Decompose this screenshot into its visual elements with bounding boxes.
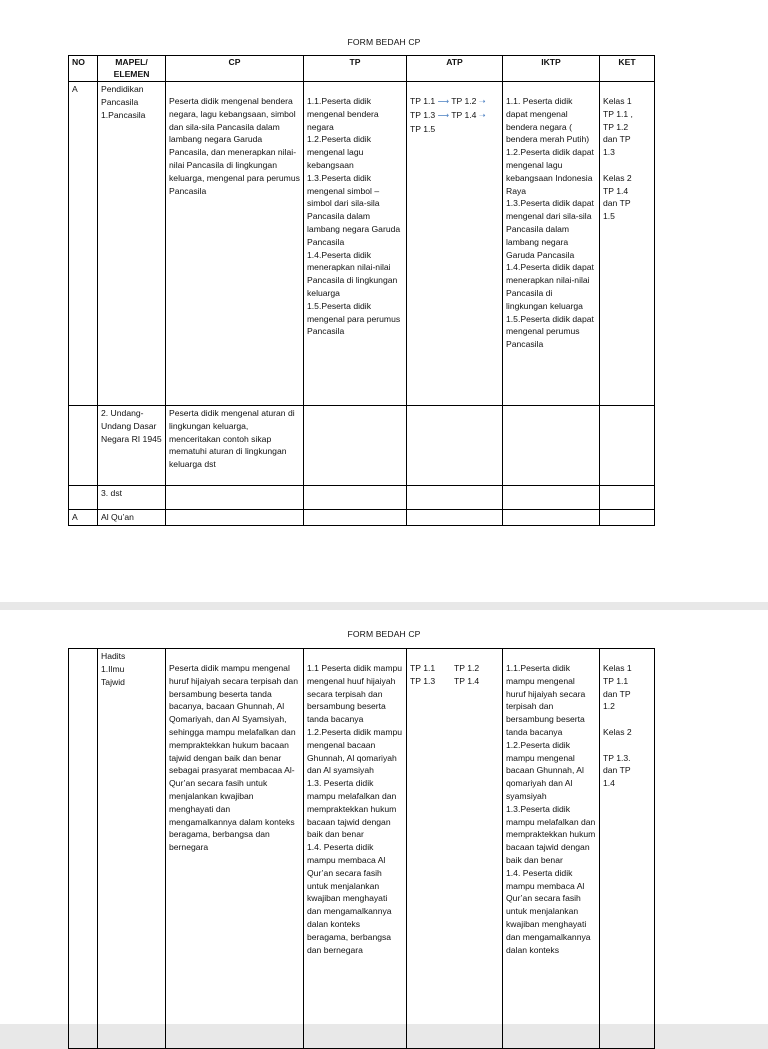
- atp-item: TP 1.3: [410, 109, 436, 120]
- arrow-right-icon: ➝: [478, 110, 486, 120]
- header-no: NO: [69, 56, 98, 82]
- atp-item: TP 1.4: [451, 109, 477, 120]
- table-header-row: [69, 56, 655, 82]
- row-no: A: [69, 510, 98, 526]
- atp-line: [410, 109, 499, 123]
- iktp-item: 1.4. Peserta didik mampu membaca Al Qur’an secara fasih untuk menjalankan kwajiban menghayati dan mengamalkannya dalan konteks: [506, 867, 591, 955]
- iktp-item: 1.1.Peserta didik mampu mengenal huruf hijaiyah secara terpisah dan bersambung beserta tanda bacanya: [506, 663, 586, 737]
- arrow-right-icon: ➝: [478, 97, 486, 106]
- document-page-2: [0, 610, 768, 1024]
- atp-item: TP 1.3: [410, 675, 436, 686]
- tp-item: 1.1.Peserta didik mengenal bendera negara: [307, 96, 379, 132]
- row-no: A: [69, 82, 98, 406]
- atp-line: [410, 123, 499, 136]
- row-iktp: [503, 649, 600, 1049]
- row-cp: Peserta didik mengenal aturan di lingkungan keluarga, menceritakan contoh sikap mematuhi aturan di lingkungan keluarga dst: [166, 406, 304, 486]
- table-row: [69, 649, 655, 1049]
- table-row: [69, 406, 655, 486]
- arrow-right-icon: ⟶: [437, 97, 450, 106]
- row-cp: Peserta didik mengenal bendera negara, lagu kebangsaan, simbol dan sila-sila Pancasila dalam lambang negara Garuda Pancasila, dan menerapkan nilai-nilai Pancasila di lingkungan keluarga, mengenal para perumus Pancasila: [166, 82, 304, 406]
- tp-item: 1.4.Peserta didik menerapkan nilai-nilai Pancasila di lingkungan keluarga: [307, 249, 398, 298]
- atp-item: TP 1.1: [410, 663, 436, 673]
- row-atp: [407, 649, 503, 1049]
- atp-item: TP 1.2: [454, 663, 480, 673]
- header-tp: TP: [304, 56, 407, 82]
- form-title: FORM BEDAH CP: [347, 629, 421, 639]
- row-mapel: Hadits 1.Ilmu Tajwid: [98, 649, 166, 1049]
- row-mapel: 3. dst: [98, 486, 166, 510]
- iktp-item: 1.3.Peserta didik mampu melafalkan dan mempraktekkan hukum bacaan tajwid dengan baik dan benar: [506, 803, 596, 865]
- atp-item: TP 1.4: [454, 675, 480, 686]
- row-tp: [304, 82, 407, 406]
- tp-item: 1.2.Peserta didik mampu mengenal bacaan Ghunnah, Al qomariyah dan Al syamsiyah: [307, 726, 403, 776]
- atp-item: TP 1.5: [410, 123, 436, 134]
- row-mapel: Al Qu’an: [98, 510, 166, 526]
- row-atp: [407, 82, 503, 406]
- header-mapel-elemen: MAPEL/ ELEMEN: [98, 56, 166, 82]
- row-iktp: [503, 82, 600, 406]
- iktp-item: 1.1. Peserta didik dapat mengenal bendera negara ( bendera merah Putih): [506, 96, 590, 145]
- table-row: [69, 510, 655, 526]
- form-title: FORM BEDAH CP: [347, 37, 421, 47]
- iktp-item: 1.2.Peserta didik mampu mengenal bacaan Ghunnah, Al qomariyah dan Al syamsiyah: [506, 739, 584, 801]
- tp-item: 1.2.Peserta didik mengenal lagu kebangsaan: [307, 134, 372, 170]
- header-iktp: IKTP: [503, 56, 600, 82]
- header-cp: CP: [166, 56, 304, 82]
- row-mapel: 2. Undang-Undang Dasar Negara RI 1945: [98, 406, 166, 486]
- table-row: [69, 82, 655, 406]
- arrow-right-icon: ⟶: [437, 110, 450, 120]
- atp-line: [410, 95, 499, 109]
- table-row: [69, 486, 655, 510]
- row-cp: Peserta didik mampu mengenal huruf hijaiyah secara terpisah dan bersambung beserta tanda bacanya, bacaan Ghunnah, Al Qomariyah, dan Al Syamsiyah, sehingga mampu melafalkan dan mempraktekkan hukum bacaan tajwid dengan baik dan benar sebagai prasyarat membacaa Al- Qur’an secara fasih untuk menjalankan kwajiban menghayati dan mengamalkannya dalam konteks beragama, berbangsa dan bernegara: [166, 649, 304, 1049]
- iktp-item: 1.3.Peserta didik dapat mengenal dari sila-sila Pancasila dalam lambang negara Garuda Pancasila: [506, 198, 594, 260]
- tp-item: 1.3.Peserta didik mengenal simbol – simbol dari sila-sila Pancasila dalam lambang negara Garuda Pancasila: [307, 172, 401, 247]
- row-ket: Kelas 1 TP 1.1 dan TP 1.2 Kelas 2 TP 1.3. dan TP 1.4: [600, 649, 655, 1049]
- header-atp: ATP: [407, 56, 503, 82]
- atp-item: TP 1.2: [451, 96, 477, 106]
- bedah-cp-table: [68, 648, 655, 1049]
- tp-item: 1.3. Peserta didik mampu melafalkan dan mempraktekkan hukum bacaan tajwid dengan baik dan benar: [307, 778, 397, 840]
- tp-item: 1.1 Peserta didik mampu mengenal huuf hijaiyah secara terpisah dan bersambung beserta tanda bacanya: [307, 663, 403, 725]
- iktp-item: 1.4.Peserta didik dapat menerapkan nilai-nilai Pancasila di lingkungan keluarga: [506, 262, 594, 311]
- row-ket: Kelas 1 TP 1.1 , TP 1.2 dan TP 1.3 Kelas 2 TP 1.4 dan TP 1.5: [600, 82, 655, 406]
- header-ket: KET: [600, 56, 655, 82]
- atp-grid: [410, 662, 499, 688]
- bedah-cp-table: [68, 55, 655, 526]
- iktp-item: 1.5.Peserta didik dapat mengenal perumus Pancasila: [506, 313, 594, 350]
- atp-item: TP 1.1: [410, 96, 436, 106]
- row-tp: [304, 649, 407, 1049]
- tp-item: 1.5.Peserta didik mengenal para perumus Pancasila: [307, 300, 401, 337]
- tp-item: 1.4. Peserta didik mampu membaca Al Qur’an secara fasih untuk menjalankan kwajiban menghayati dan mengamalkannya dalan konteks beragama, berbangsa dan bernegara: [307, 842, 392, 955]
- row-mapel: Pendidikan Pancasila 1.Pancasila: [98, 82, 166, 406]
- iktp-item: 1.2.Peserta didik dapat mengenal lagu kebangsaan Indonesia Raya: [506, 147, 594, 196]
